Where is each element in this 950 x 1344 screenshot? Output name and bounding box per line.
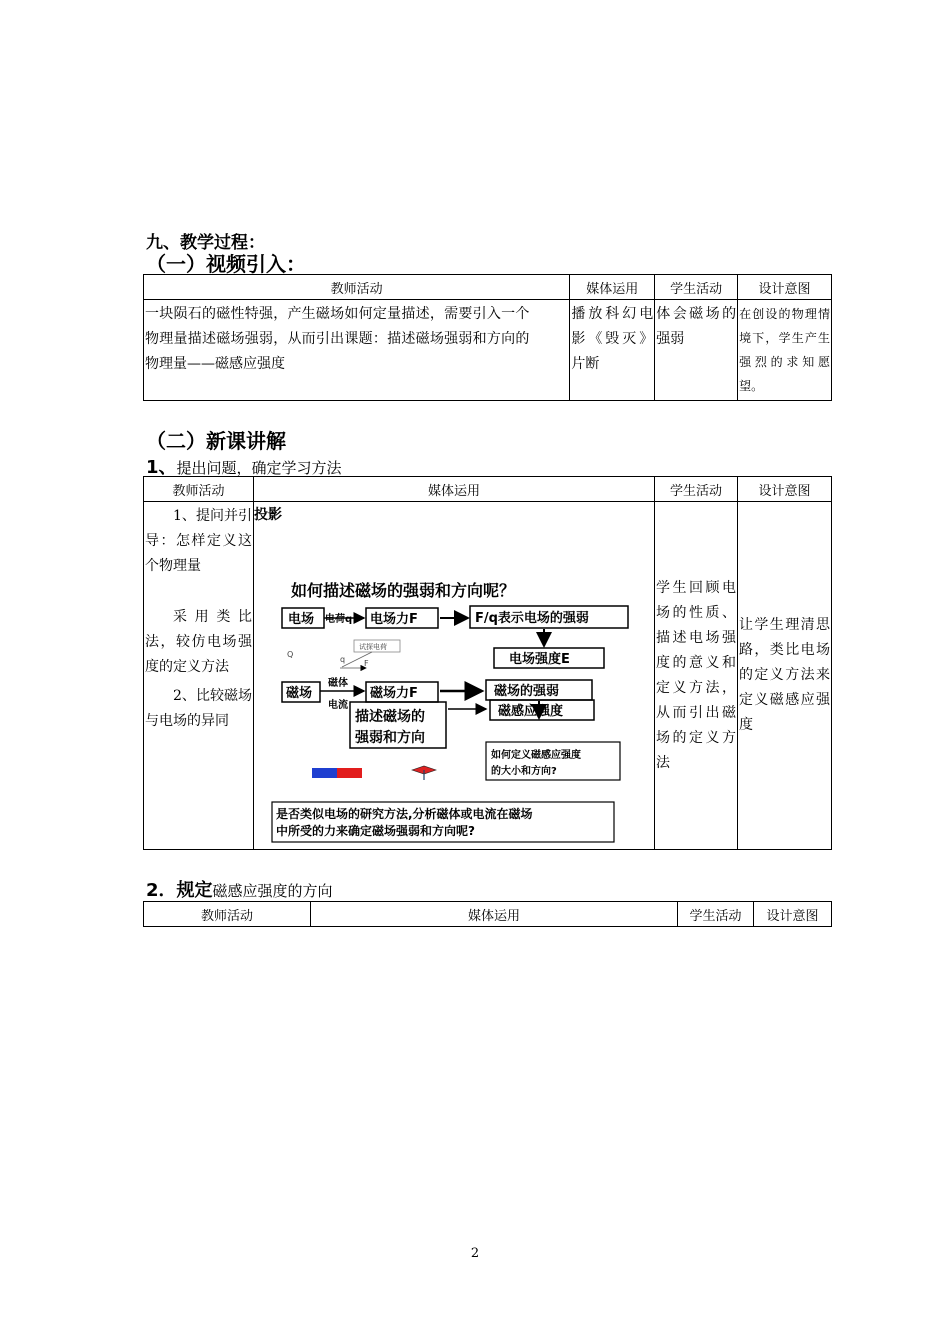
teacher-step-analogy: 采用类比法，较仿电场强度的定义方法 xyxy=(145,609,252,675)
header-student: 学生活动 xyxy=(678,902,754,927)
student-activity-text: 体会磁场的强弱 xyxy=(656,306,737,347)
header-teacher: 教师活动 xyxy=(144,275,570,300)
label-source-charge-Q: Q xyxy=(287,650,294,659)
diagram-title: 如何描述磁场的强弱和方向呢？ xyxy=(291,581,516,600)
analogy-diagram xyxy=(254,502,652,847)
header-teacher: 教师活动 xyxy=(144,477,254,502)
header-intent: 设计意图 xyxy=(738,477,832,502)
header-media: 媒体运用 xyxy=(311,902,678,927)
label-current: 电流 xyxy=(328,700,348,711)
label-define-question-line2: 的大小和方向? xyxy=(491,766,557,777)
teacher-step-2: 2、比较磁场与电场的异同 xyxy=(145,688,252,729)
label-magnetic-force: 磁场力F xyxy=(370,686,418,701)
header-student: 学生活动 xyxy=(655,477,738,502)
label-test-charge: 试探电荷 xyxy=(359,643,387,651)
page-number: 2 xyxy=(470,1246,480,1261)
header-media: 媒体运用 xyxy=(570,275,655,300)
subsection-2 xyxy=(146,876,333,902)
subsection-2-text: 磁感应强度的方向 xyxy=(212,882,333,900)
table-define-direction xyxy=(143,901,832,927)
label-electric-force: 电场力F xyxy=(370,612,418,627)
header-intent: 设计意图 xyxy=(738,275,832,300)
label-analogy-line2: 中所受的力来确定磁场强弱和方向呢? xyxy=(276,824,475,838)
design-intent-text: 让学生理清思路，类比电场的定义方法来定义磁感应强度 xyxy=(739,617,830,733)
label-analogy-line1: 是否类似电场的研究方法,分析磁体或电流在磁场 xyxy=(276,807,533,821)
header-intent: 设计意图 xyxy=(754,902,832,927)
label-magnet-body: 磁体 xyxy=(328,678,348,689)
media-label-projection: 投影 xyxy=(254,507,282,523)
header-student: 学生活动 xyxy=(655,275,738,300)
header-media: 媒体运用 xyxy=(254,477,655,502)
section-heading-teaching-process: 九、教学过程： xyxy=(146,233,265,253)
table-new-lesson xyxy=(143,476,832,850)
subsection-1-number: 1、 xyxy=(146,457,177,478)
subsection-2-number: 2．规定 xyxy=(146,880,213,901)
teacher-step-1: 1、提问并引导：怎样定义这个物理量 xyxy=(145,508,252,574)
label-magnetic-induction: 磁感应强度 xyxy=(498,704,564,719)
header-teacher: 教师活动 xyxy=(144,902,311,927)
label-electric-field: 电场 xyxy=(288,612,315,627)
table-video-intro xyxy=(143,274,832,401)
label-charge-q: 电荷q xyxy=(325,614,353,625)
label-point-charge-q: q xyxy=(340,655,346,664)
label-field-strength-e: 电场强度E xyxy=(509,652,570,667)
design-intent-text: 在创设的物理情境下，学生产生强烈的求知愿望。 xyxy=(739,307,830,393)
label-define-question-line1: 如何定义磁感应强度 xyxy=(491,750,581,761)
magnet-bar-red xyxy=(337,768,362,778)
label-field-strength-level: 磁场的强弱 xyxy=(494,684,560,699)
subsection-1-text: 提出问题，确定学习方法 xyxy=(176,459,342,477)
section-title-new-lesson: （二）新课讲解 xyxy=(146,429,286,453)
label-describe-line2: 强弱和方向 xyxy=(355,730,425,746)
section-title-video-intro: （一）视频引入： xyxy=(146,252,306,276)
label-force-F: F xyxy=(364,659,369,668)
label-describe-line1: 描述磁场的 xyxy=(355,709,425,725)
magnet-bar-blue xyxy=(312,768,337,778)
label-magnetic-field: 磁场 xyxy=(286,686,313,701)
student-activity-text: 学生回顾电场的性质、描述电场强度的意义和定义方法，从而引出磁场的定义方法 xyxy=(656,579,736,771)
label-f-over-q: F/q表示电场的强弱 xyxy=(475,611,589,626)
media-use-text: 播放科幻电影《毁灭》片断 xyxy=(571,306,654,372)
teacher-activity-text: 一块陨石的磁性特强，产生磁场如何定量描述，需要引入一个物理量描述磁场强弱，从而引出课题：描述磁场强弱和方向的物理量——磁感应强度 xyxy=(145,306,530,372)
